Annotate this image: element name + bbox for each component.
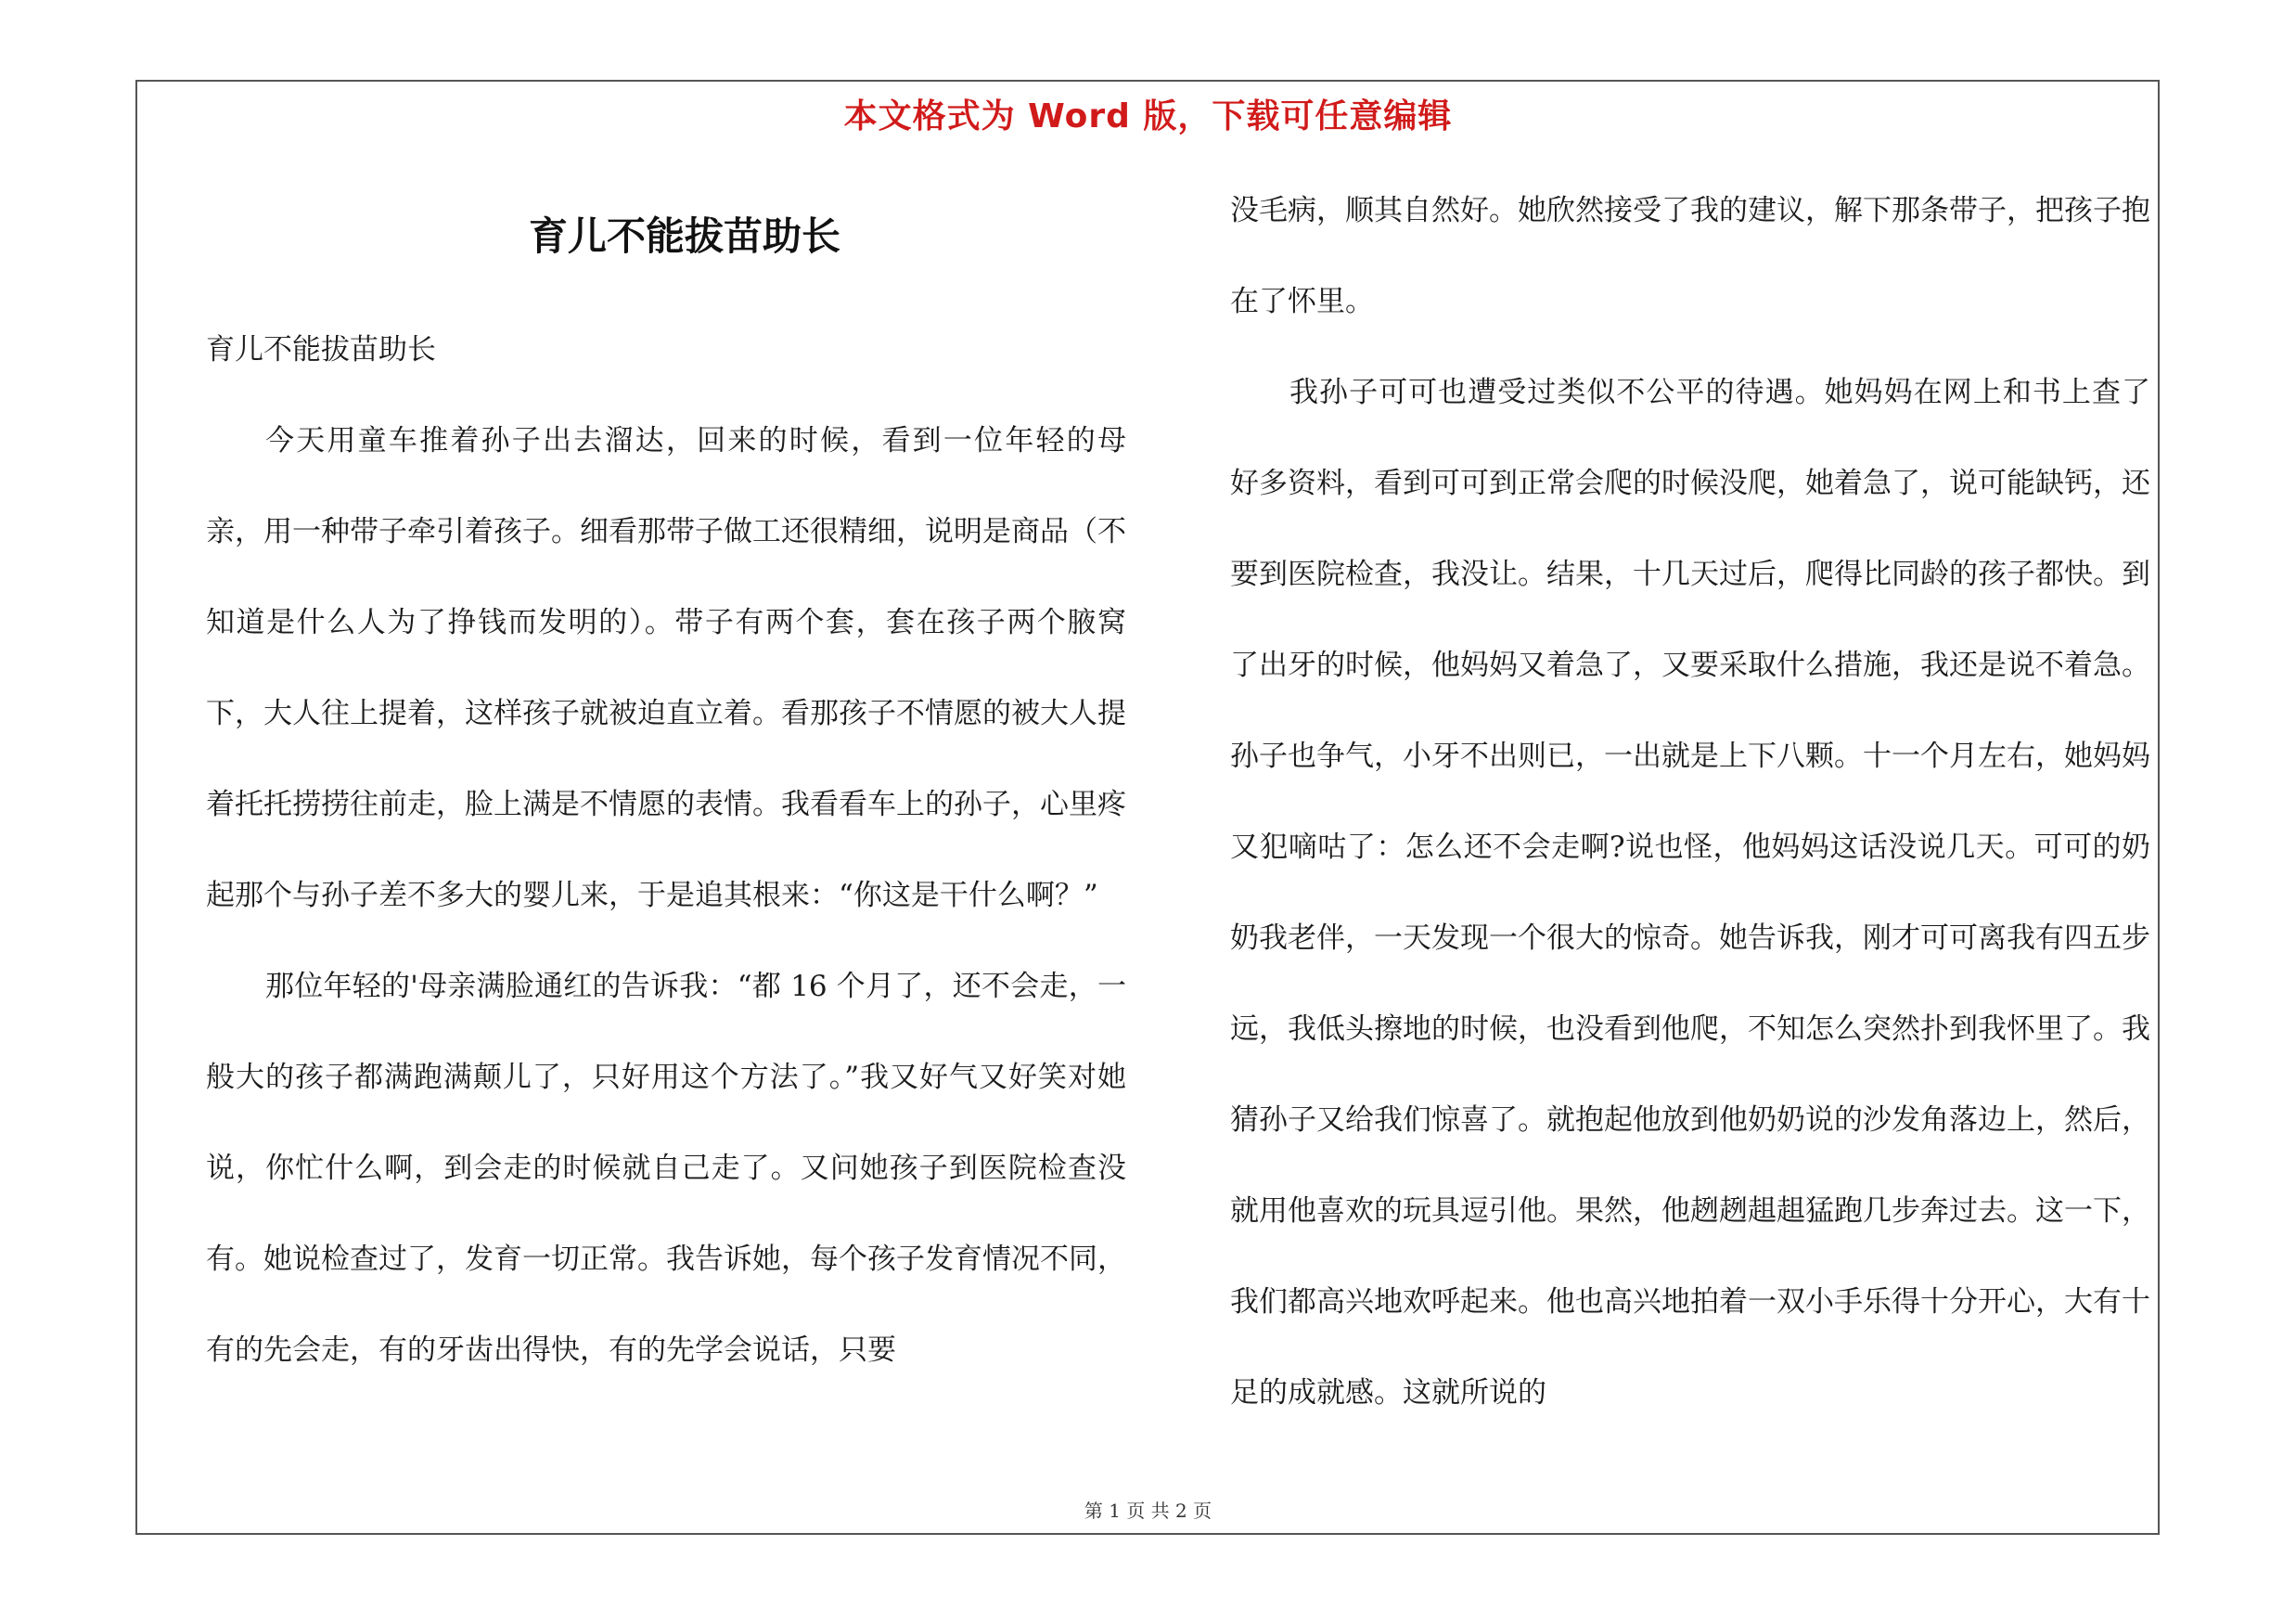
paragraph-3: 我孙子可可也遭受过类似不公平的待遇。她妈妈在网上和书上查了好多资料，看到可可到正常会爬的时候没爬，她着急了，说可能缺钙，还要到医院检查，我没让。结果，十几天过后，爬得比同龄的孩子都快。到了出牙的时候，他妈妈又着急了，又要采取什么措施，我还是说不着急。孙子也争气，小牙不出则已，一出就是上下八颗。十一个月左右，她妈妈又犯嘀咕了：怎么还不会走啊?说也怪，他妈妈这话没说几天。可可的奶奶我老伴，一天发现一个很大的惊奇。她告诉我，刚才可可离我有四五步远，我低头擦地的时候，也没看到他爬，不知怎么突然扑到我怀里了。我猜孙子又给我们惊喜了。就抱起他放到他奶奶说的沙发角落边上，然后，就用他喜欢的玩具逗引他。果然，他趔趔趄趄猛跑几步奔过去。这一下，我们都高兴地欢呼起来。他也高兴地拍着一双小手乐得十分开心，大有十足的成就感。这就所说的: [1230, 376, 2150, 1410]
paragraph-1: 今天用童车推着孙子出去溜达，回来的时候，看到一位年轻的母亲，用一种带子牵引着孩子。细看那带子做工还很精细，说明是商品（不知道是什么人为了挣钱而发明的）。带子有两个套，套在孩子两个腋窝下，大人往上提着，这样孩子就被迫直立着。看那孩子不情愿的被大人提着托托捞捞往前走，脸上满是不情愿的表情。我看看车上的孙子，心里疼起那个与孙子差不多大的婴儿来，于是追其根来：“你这是干什么啊？”: [206, 424, 1126, 912]
page-number-footer: 第 1 页 共 2 页: [1084, 1500, 1212, 1522]
right-column: [1230, 165, 2150, 1438]
left-column: [206, 304, 1126, 1396]
paragraph-2: 那位年轻的'母亲满脸通红的告诉我：“都 16 个月了，还不会走，一般大的孩子都满跑满颠儿了，只好用这个方法了。”我又好气又好笑对她说，你忙什么啊，到会走的时候就自己走了。又问她孩子到医院检查没有。她说检查过了，发育一切正常。我告诉她，每个孩子发育情况不同，有的先会走，有的牙齿出得快，有的先学会说话，只要: [206, 970, 1126, 1367]
subtitle: 育儿不能拔苗助长: [206, 333, 436, 367]
paragraph-2-continued: 没毛病，顺其自然好。她欣然接受了我的建议，解下那条带子，把孩子抱在了怀里。: [1230, 194, 2150, 318]
document-title: 育儿不能拔苗助长: [528, 213, 840, 259]
word-format-banner: 本文格式为 Word 版，下载可任意编辑: [843, 97, 1453, 135]
